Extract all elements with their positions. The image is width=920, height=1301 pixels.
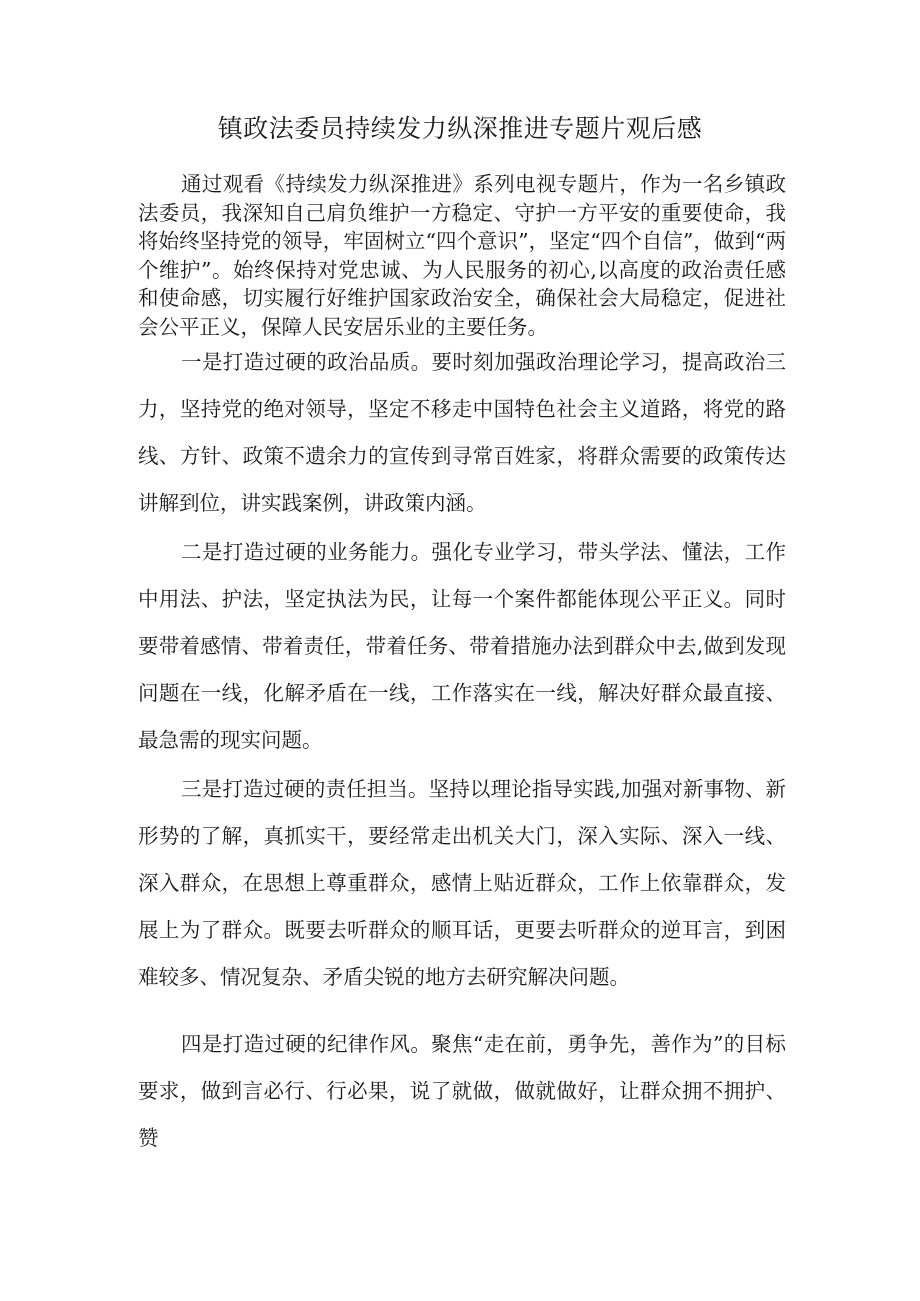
paragraph-responsibility: 三是打造过硬的责任担当。坚持以理论指导实践,加强对新事物、新形势的了解，真抓实干，要经常走出机关大门，深入实际、深入一线、深入群众，在思想上尊重群众，感情上贴近群众，工作上依靠群众，发展上为了群众。既要去听群众的顺耳话，更要去听群众的逆耳言，到困难较多、情况复杂、矛盾尖锐的地方去研究解决问题。: [138, 777, 786, 989]
document-title: 镇政法委员持续发力纵深推进专题片观后感: [217, 114, 703, 143]
paragraph-discipline: 四是打造过硬的纪律作风。聚焦“走在前，勇争先，善作为”的目标要求，做到言必行、行必果，说了就做，做就做好，让群众拥不拥护、赞: [138, 1032, 786, 1150]
paragraph-political-quality: 一是打造过硬的政治品质。要时刻加强政治理论学习，提高政治三力，坚持党的绝对领导，坚定不移走中国特色社会主义道路，将党的路线、方针、政策不遗余力的宣传到寻常百姓家，将群众需要的政策传达讲解到位，讲实践案例，讲政策内涵。: [138, 350, 786, 515]
paragraph-intro: 通过观看《持续发力纵深推进》系列电视专题片，作为一名乡镇政法委员，我深知自己肩负维护一方稳定、守护一方平安的重要使命，我将始终坚持党的领导，牢固树立“四个意识”，坚定“四个自信”，做到“两个维护”。始终保持对党忠诚、为人民服务的初心,以高度的政治责任感和使命感，切实履行好维护国家政治安全，确保社会大局稳定，促进社会公平正义，保障人民安居乐业的主要任务。: [138, 172, 786, 339]
paragraph-professional-ability: 二是打造过硬的业务能力。强化专业学习，带头学法、懂法，工作中用法、护法，坚定执法为民，让每一个案件都能体现公平正义。同时要带着感情、带着责任，带着任务、带着措施办法到群众中去,做到发现问题在一线，化解矛盾在一线，工作落实在一线，解决好群众最直接、最急需的现实问题。: [138, 540, 786, 752]
